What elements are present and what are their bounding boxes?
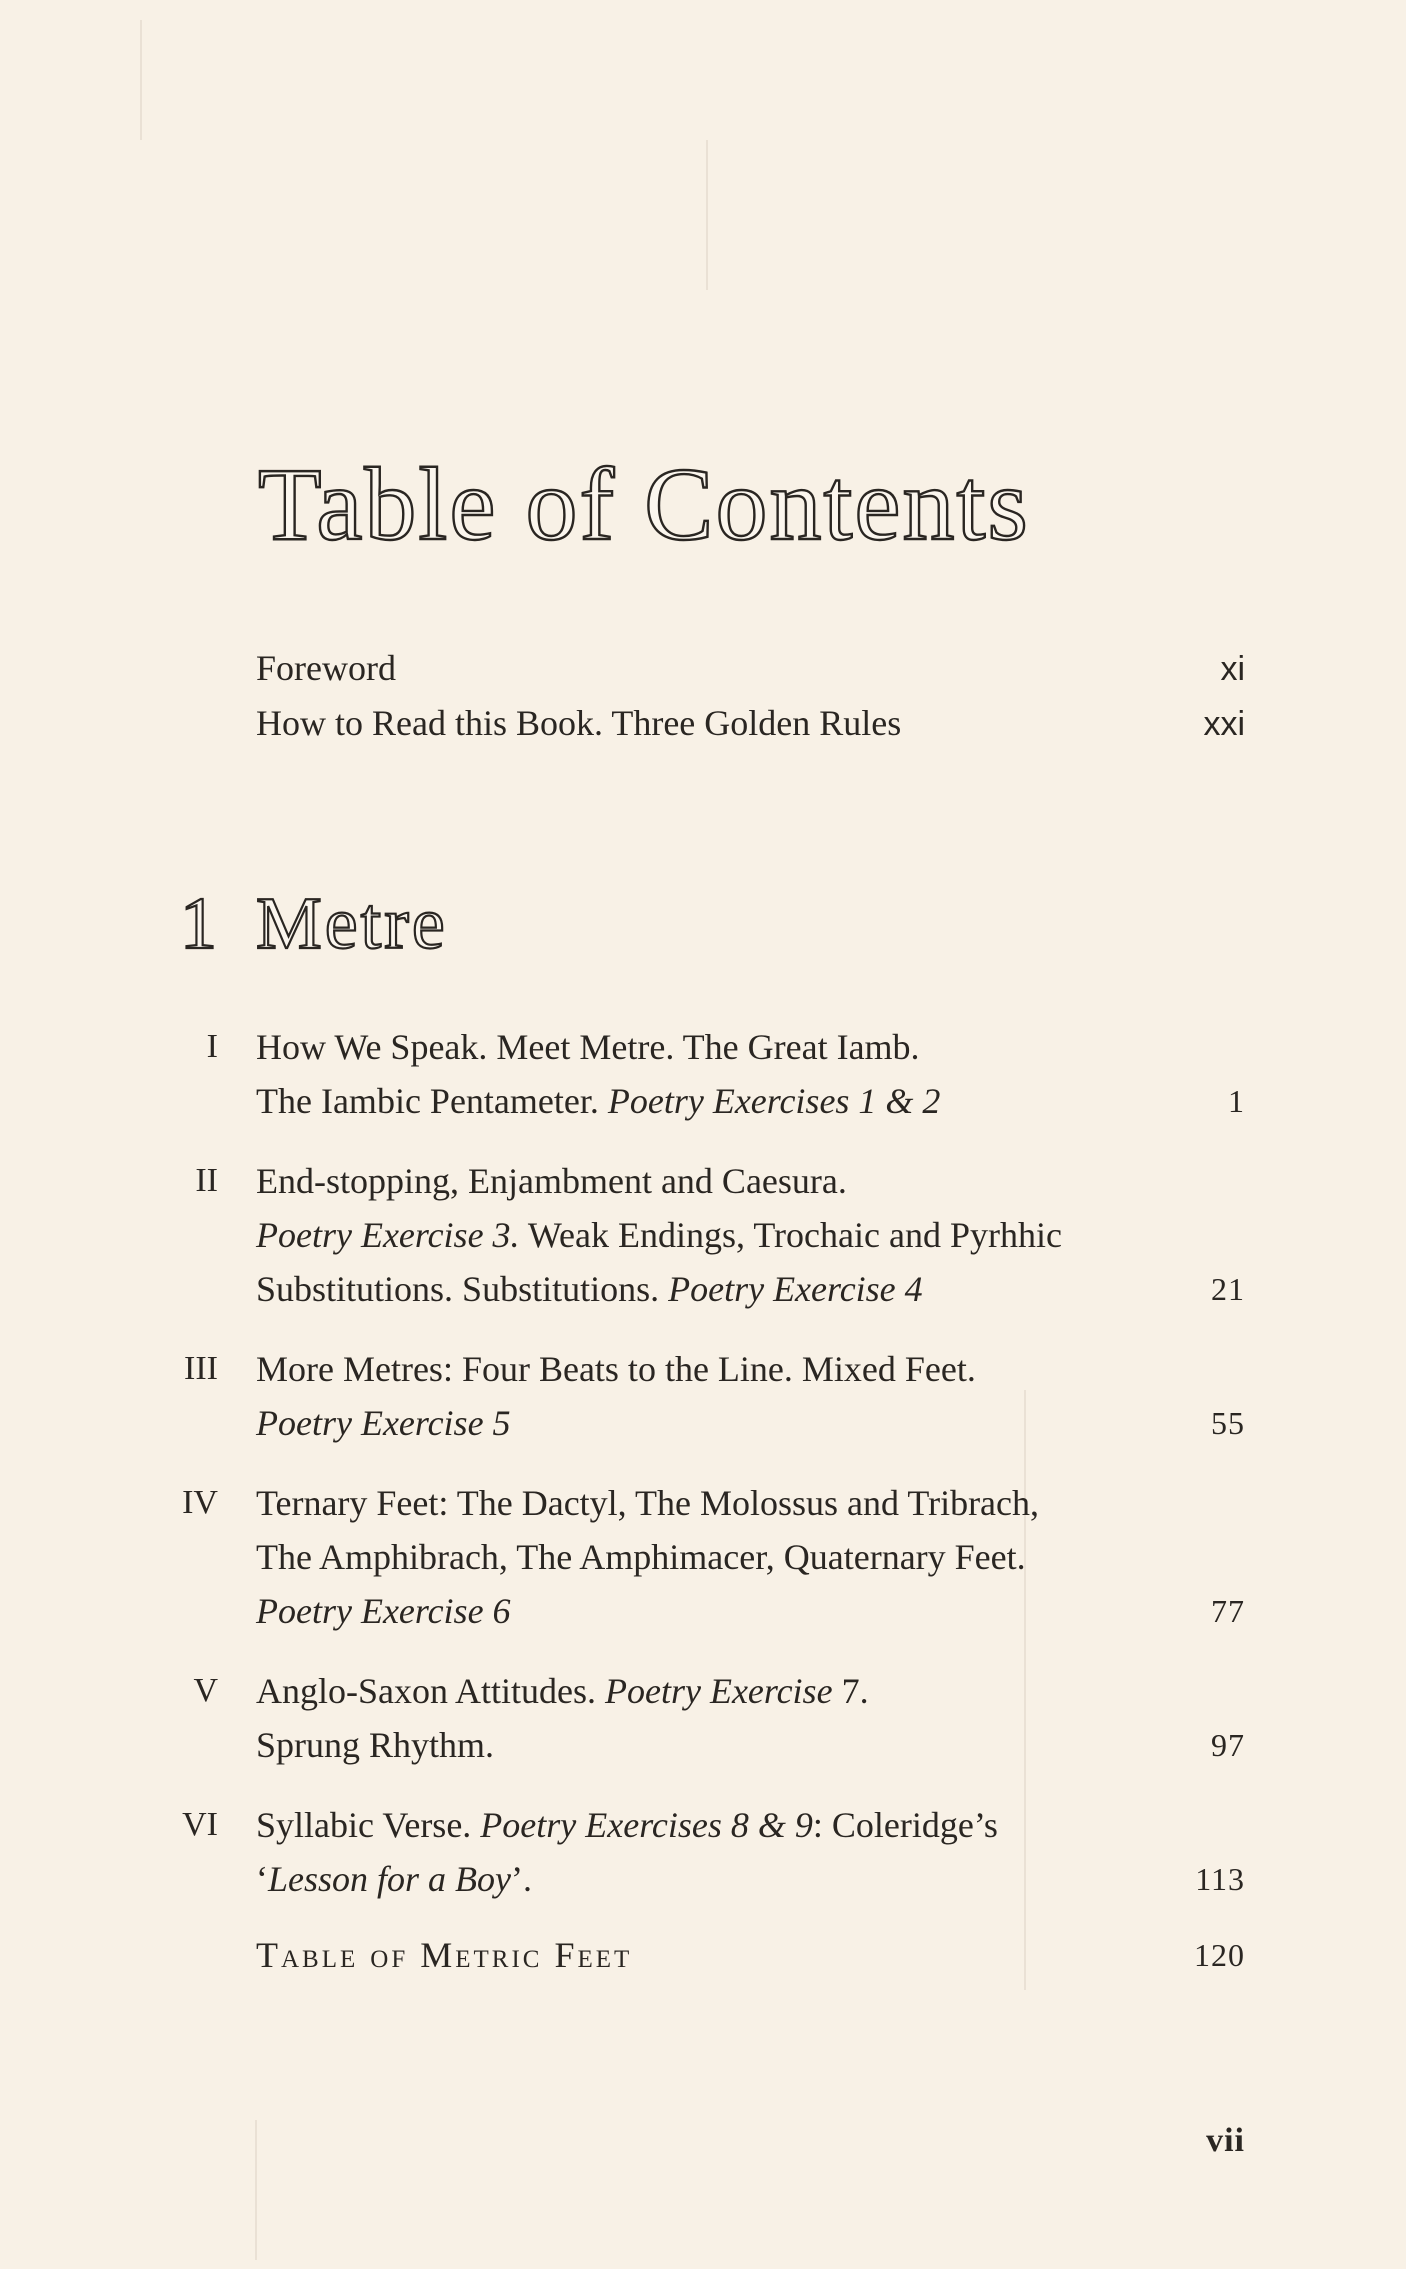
entry-text: More Metres: Four Beats to the Line. Mixed Feet. <box>256 1349 976 1389</box>
exercise-reference: Poetry Exercise <box>605 1671 833 1711</box>
entry-line <box>256 1664 1165 1718</box>
toc-entry[interactable] <box>150 1020 1245 1128</box>
section-numeral: III <box>184 1350 218 1387</box>
entry-title <box>256 1476 1165 1638</box>
page-title: Table of Contents <box>258 446 1030 562</box>
exercise-reference: Poetry Exercise 3. <box>256 1215 520 1255</box>
entry-line <box>256 1852 1165 1906</box>
entry-title <box>256 1154 1165 1316</box>
scan-mark <box>140 20 142 140</box>
entry-text: ’. <box>511 1859 532 1899</box>
exercise-reference: Poetry Exercise 6 <box>256 1591 511 1631</box>
chapter-name: Metre <box>256 883 448 965</box>
entry-line <box>256 1074 1165 1128</box>
entry-title <box>256 1664 1165 1772</box>
page-number: vii <box>1206 2122 1245 2159</box>
exercise-reference: Poetry Exercises 1 & 2 <box>607 1081 941 1121</box>
entry-title <box>256 1798 1165 1906</box>
front-matter-label: Foreword <box>256 648 396 688</box>
entry-line <box>256 1584 1165 1638</box>
section-numeral: V <box>193 1672 218 1709</box>
front-matter-item[interactable] <box>256 641 1245 696</box>
section-numeral: VI <box>182 1806 218 1843</box>
entry-page: 113 <box>1195 1861 1245 1897</box>
entry-text: Anglo-Saxon Attitudes. <box>256 1671 605 1711</box>
entry-text: Substitutions. Substitutions. <box>256 1269 669 1309</box>
front-matter-page: xi <box>1220 650 1245 688</box>
toc-entry[interactable] <box>150 1476 1245 1638</box>
entry-line <box>256 1262 1165 1316</box>
entry-line <box>256 1396 1165 1450</box>
front-matter-label: How to Read this Book. Three Golden Rules <box>256 703 902 743</box>
entry-text: Ternary Feet: The Dactyl, The Molossus and Tribrach, <box>256 1483 1040 1523</box>
toc-entries <box>150 1020 1245 1982</box>
entry-line <box>256 1342 1165 1396</box>
entry-text: How We Speak. Meet Metre. The Great Iamb. <box>256 1027 920 1067</box>
entry-page: 77 <box>1211 1593 1245 1629</box>
entry-text: : Coleridge’s <box>812 1805 998 1845</box>
entry-line <box>256 1208 1165 1262</box>
toc-entry[interactable] <box>150 1342 1245 1450</box>
scan-mark <box>255 2120 257 2260</box>
entry-text: Weak Endings, Trochaic and Pyrhhic <box>519 1215 1062 1255</box>
toc-entry[interactable] <box>150 1798 1245 1906</box>
entry-page: 21 <box>1211 1271 1245 1307</box>
metric-feet-page: 120 <box>1194 1937 1245 1973</box>
entry-text: 7. <box>832 1671 869 1711</box>
chapter-heading <box>180 882 448 967</box>
entry-text: Sprung Rhythm. <box>256 1725 495 1765</box>
toc-entry[interactable] <box>150 1154 1245 1316</box>
toc-entry[interactable] <box>150 1664 1245 1772</box>
front-matter-page: xxi <box>1203 705 1245 743</box>
exercise-reference: Poetry Exercise 5 <box>256 1403 511 1443</box>
toc-entry-metric-feet[interactable] <box>150 1928 1245 1982</box>
entry-text: The Amphibrach, The Amphimacer, Quaternary Feet. <box>256 1537 1026 1577</box>
entry-line <box>256 1798 1165 1852</box>
entry-line <box>256 1476 1165 1530</box>
section-numeral: II <box>195 1162 218 1199</box>
front-matter-item[interactable] <box>256 696 1245 751</box>
entry-text: ‘ <box>256 1859 268 1899</box>
entry-text: End-stopping, Enjambment and Caesura. <box>256 1161 847 1201</box>
exercise-reference: Poetry Exercise 4 <box>668 1269 923 1309</box>
scan-mark <box>706 140 708 290</box>
entry-line <box>256 1154 1165 1208</box>
entry-page: 1 <box>1228 1083 1245 1119</box>
front-matter-list <box>256 641 1245 751</box>
entry-line <box>256 1530 1165 1584</box>
entry-text: The Iambic Pentameter. <box>256 1081 608 1121</box>
section-numeral: I <box>206 1028 218 1065</box>
metric-feet-label: Table of Metric Feet <box>256 1935 633 1975</box>
entry-page: 55 <box>1211 1405 1245 1441</box>
exercise-reference: Poetry Exercises 8 & 9 <box>480 1805 813 1845</box>
chapter-number: 1 <box>180 883 217 965</box>
entry-text: Syllabic Verse. <box>256 1805 481 1845</box>
entry-line <box>256 1020 1165 1074</box>
exercise-reference: Lesson for a Boy <box>268 1859 511 1899</box>
entry-line <box>256 1718 1165 1772</box>
section-numeral: IV <box>182 1484 218 1521</box>
entry-title <box>256 1020 1165 1128</box>
entry-page: 97 <box>1211 1727 1245 1763</box>
entry-title <box>256 1342 1165 1450</box>
